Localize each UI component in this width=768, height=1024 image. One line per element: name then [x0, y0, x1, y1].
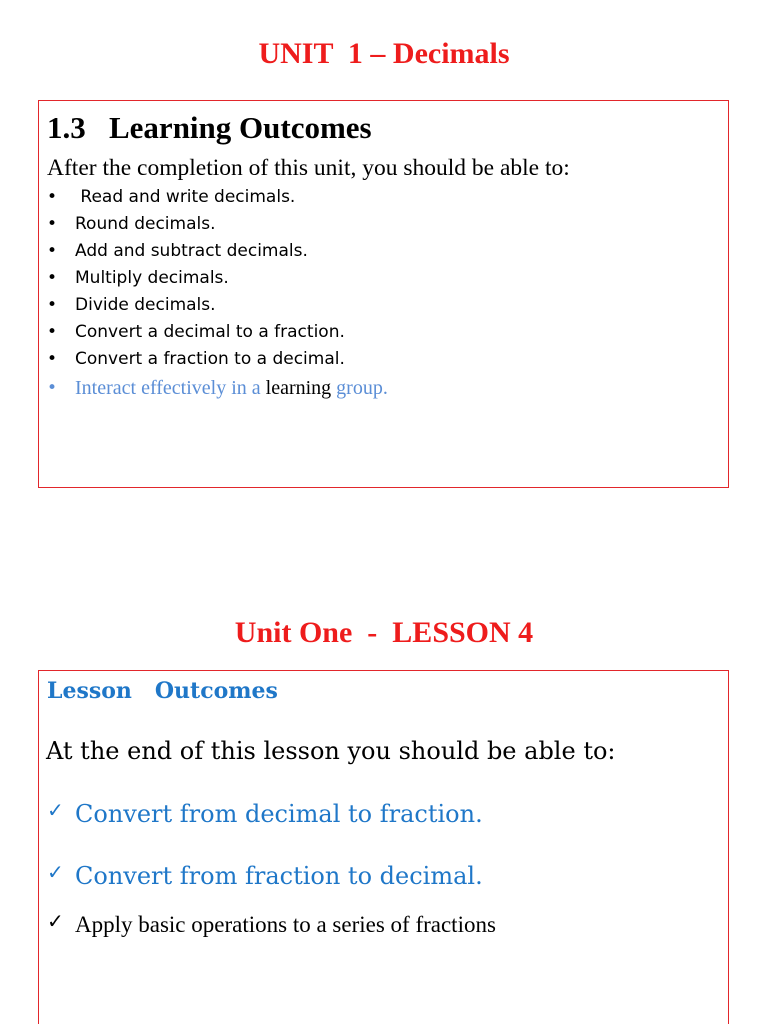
lesson-outcomes-box [38, 670, 729, 1024]
check-item: ✓ Apply basic operations to a series of fractions [47, 909, 496, 937]
bullet-icon: • [47, 322, 58, 342]
unit-title: UNIT 1 – Decimals [258, 37, 510, 70]
unit-intro: After the completion of this unit, you should be able to: [47, 155, 570, 181]
checkmark-icon: ✓ [47, 798, 64, 822]
bullet-icon: • [47, 268, 58, 288]
checkmark-icon: ✓ [47, 860, 64, 884]
bullet-icon: • [47, 378, 58, 398]
lesson-intro: At the end of this lesson you should be able to: [46, 737, 616, 765]
checkmark-icon: ✓ [47, 909, 64, 933]
bullet-icon: • [47, 187, 58, 207]
check-item: ✓ Convert from decimal to fraction. [47, 798, 483, 828]
bullet-icon: • [47, 214, 58, 234]
bullet-icon: • [47, 349, 58, 369]
section-heading: 1.3 Learning Outcomes [47, 110, 372, 145]
check-item: ✓ Convert from fraction to decimal. [47, 860, 483, 890]
bullet-icon: • [47, 241, 58, 261]
learning-outcomes-box: 1.3 Learning Outcomes After the completion of this unit, you should be able to: • Read and write decimals. • Round decimals. • Add and subtract decimals. • Multiply decimals. • Divide decimals. • Convert a decimal to a fraction. • Convert a fraction to a decimal. • Interact effectively in a learning group. [38, 100, 729, 488]
lesson-title: Unit One - LESSON 4 [234, 616, 534, 649]
bullet-icon: • [47, 295, 58, 315]
lesson-heading: Lesson Outcomes [47, 678, 278, 704]
